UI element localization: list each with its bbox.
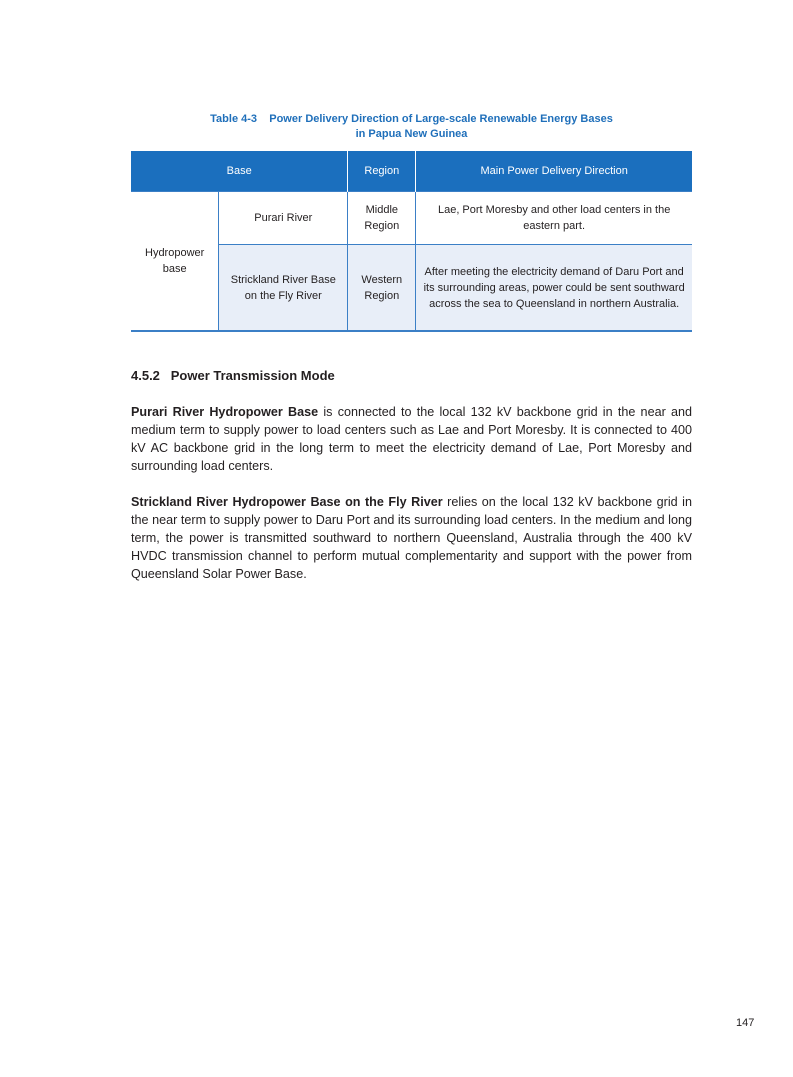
table-row bbox=[131, 192, 692, 245]
base-cell: Purari River bbox=[219, 192, 348, 245]
base-cell: Strickland River Base on the Fly River bbox=[219, 245, 348, 332]
table-caption bbox=[131, 112, 692, 142]
group-cell: Hydropower base bbox=[131, 192, 219, 332]
paragraph-lead: Purari River Hydropower Base bbox=[131, 405, 319, 419]
direction-cell: Lae, Port Moresby and other load centers in the eastern part. bbox=[416, 192, 692, 245]
section-heading: 4.5.2 Power Transmission Mode bbox=[131, 368, 335, 383]
page-number: 147 bbox=[736, 1017, 755, 1029]
caption-line: in Papua New Guinea bbox=[355, 128, 468, 140]
region-cell: Middle Region bbox=[348, 192, 416, 245]
direction-cell: After meeting the electricity demand of Daru Port and its surrounding areas, power could be sent southward across the sea to Queensland in northern Australia. bbox=[416, 245, 692, 332]
header-base: Base bbox=[131, 151, 348, 192]
caption-line: Table 4-3 Power Delivery Direction of Large-scale Renewable Energy Bases bbox=[210, 113, 613, 125]
table-header-row bbox=[131, 151, 692, 192]
region-cell: Western Region bbox=[348, 245, 416, 332]
power-delivery-table bbox=[131, 151, 692, 332]
header-direction: Main Power Delivery Direction bbox=[416, 151, 692, 192]
paragraph-text: relies on the local 132 kV backbone grid in the near term to supply power to Daru Port and its surrounding load centers. In the medium and long term, the power is transmitted southward to northern Queensland, Australia through the 400 kV HVDC transmission channel to perform mutual complementarity and support with the power from Queensland Solar Power Base. bbox=[131, 495, 692, 581]
header-region: Region bbox=[348, 151, 416, 192]
paragraph-lead: Strickland River Hydropower Base on the Fly River bbox=[131, 495, 443, 509]
paragraph bbox=[131, 493, 692, 583]
paragraph-text: is connected to the local 132 kV backbone grid in the near and medium term to supply power to load centers such as Lae and Port Moresby. It is connected to 400 kV AC backbone grid in the long term to meet the electricity demand of Lae, Port Moresby and surrounding load centers. bbox=[131, 405, 693, 473]
paragraph bbox=[131, 403, 692, 475]
